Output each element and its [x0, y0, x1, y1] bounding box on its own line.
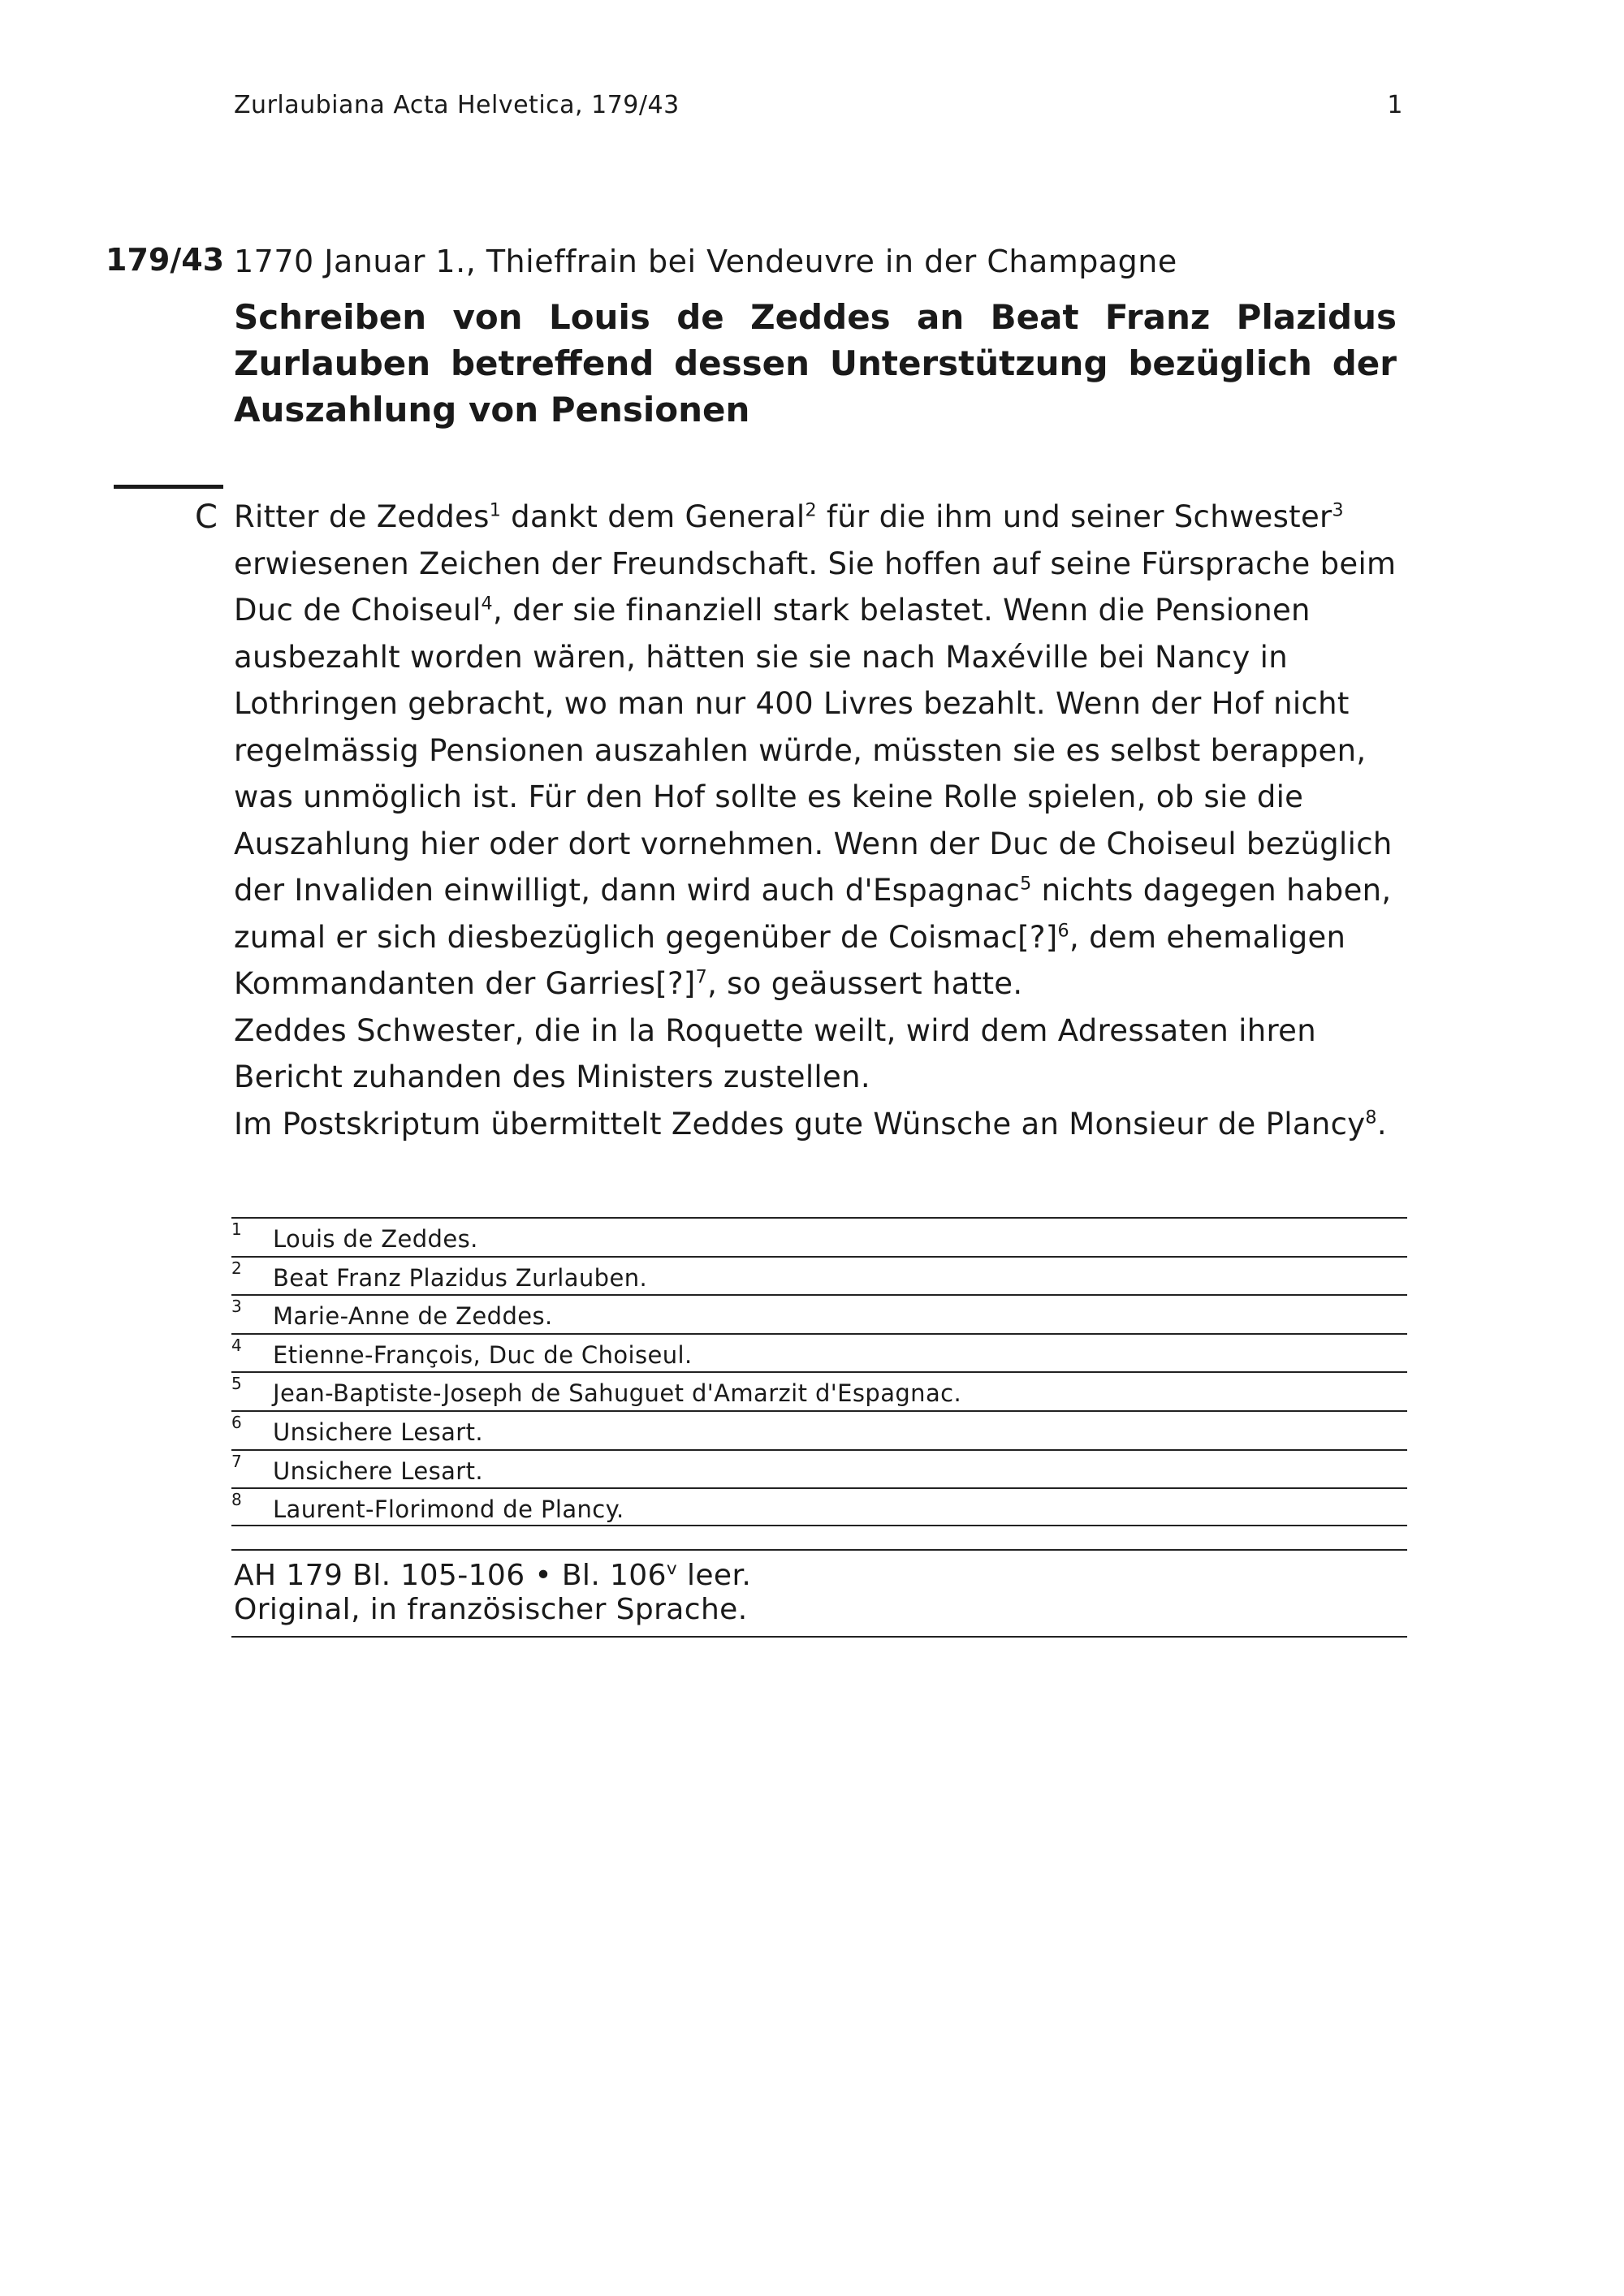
- footnote-number: 3: [231, 1297, 242, 1317]
- footnote-text: Marie-Anne de Zeddes.: [273, 1302, 553, 1331]
- footnote-number: 8: [231, 1490, 242, 1510]
- footnotes-list: [231, 1217, 1407, 1526]
- margin-rule: [114, 485, 223, 489]
- footnote: [231, 1333, 1407, 1372]
- footnote-ref-6[interactable]: 6: [1057, 920, 1069, 942]
- source-note: [231, 1549, 1407, 1638]
- entry-number: 179/43: [106, 242, 225, 278]
- footnote-number: 1: [231, 1219, 242, 1239]
- footnote-ref-5[interactable]: 5: [1020, 873, 1032, 895]
- source-language: Original, in französischer Sprache.: [234, 1593, 748, 1626]
- footnote-text: Beat Franz Plazidus Zurlauben.: [273, 1263, 648, 1292]
- summary-text: [234, 494, 1419, 1147]
- summary-paragraph-1: Ritter de Zeddes$^1$ dankt dem General$^2$ für die ihm und seiner Schwester$^3$ erwiesenen Zeichen der Freundschaft. Sie hoffen auf seine Fürsprache beim Duc de Choiseul$^4$, der sie finanziell stark belastet. Wenn die Pensionen ausbezahlt worden wären, hätten sie sie nach Maxéville bei Nancy in Lothringen gebracht, wo man nur 400 Livres bezahlt. Wenn der Hof nicht regelmässig Pensionen auszahlen würde, müssten sie es selbst berappen, was unmöglich ist. Für den Hof sollte es keine Rolle spielen, ob sie die Auszahlung hier oder dort vornehmen. Wenn der Duc de Choiseul bezüglich der Invaliden einwilligt, dann wird auch d'Espagnac$^5$ nichts dagegen haben, zumal er sich diesbezüglich gegenüber de Coismac[?]$^6$, dem ehemaligen Kommandanten der Garries[?]$^7$, so geäussert hatte.: [234, 499, 1397, 1001]
- footnote-number: 4: [231, 1335, 242, 1355]
- source-location: AH 179 Bl. 105-106 • Bl. 106$^v$ leer.: [234, 1559, 752, 1592]
- footnote: [231, 1256, 1407, 1295]
- footnote-ref-2[interactable]: 2: [805, 499, 817, 521]
- footnote: [231, 1410, 1407, 1449]
- summary-paragraph-2: Zeddes Schwester, die in la Roquette weilt, wird dem Adressaten ihren Bericht zuhanden des Ministers zustellen.: [234, 1012, 1316, 1094]
- footnote-text: Louis de Zeddes.: [273, 1225, 478, 1253]
- footnote: [231, 1487, 1407, 1526]
- footnote-number: 7: [231, 1451, 242, 1471]
- footnote-number: 2: [231, 1258, 242, 1278]
- document-type-marker: C: [195, 498, 218, 536]
- footnote-text: Jean-Baptiste-Joseph de Sahuguet d'Amarzit d'Espagnac.: [273, 1379, 962, 1408]
- footnote-text: Etienne-François, Duc de Choiseul.: [273, 1340, 693, 1369]
- verso-mark: v: [666, 1559, 678, 1579]
- page-number: 1: [1387, 91, 1403, 119]
- page-header: [234, 91, 1403, 119]
- footnote-ref-7[interactable]: 7: [695, 966, 708, 988]
- footnote: [231, 1371, 1407, 1410]
- footnote-ref-1[interactable]: 1: [489, 499, 502, 521]
- footnote: [231, 1294, 1407, 1333]
- footnote-text: Unsichere Lesart.: [273, 1457, 483, 1485]
- footnote-number: 5: [231, 1374, 242, 1394]
- header-title: Zurlaubiana Acta Helvetica, 179/43: [234, 91, 680, 119]
- entry-title: Schreiben von Louis de Zeddes an Beat Franz Plazidus Zurlauben betreffend dessen Unterstützung bezüglich der Auszahlung von Pensionen: [234, 297, 1397, 429]
- entry-date-place: 1770 Januar 1., Thieffrain bei Vendeuvre in der Champagne: [234, 244, 1177, 279]
- footnote-text: Unsichere Lesart.: [273, 1418, 483, 1446]
- footnote-number: 6: [231, 1412, 242, 1432]
- footnote: [231, 1217, 1407, 1256]
- footnote: [231, 1449, 1407, 1488]
- footnote-ref-3[interactable]: 3: [1332, 499, 1344, 521]
- footnote-ref-4[interactable]: 4: [481, 593, 493, 615]
- footnote-ref-8[interactable]: 8: [1365, 1107, 1377, 1129]
- summary-paragraph-3: Im Postskriptum übermittelt Zeddes gute Wünsche an Monsieur de Plancy$^8$.: [234, 1106, 1387, 1142]
- footnote-text: Laurent-Florimond de Plancy.: [273, 1495, 624, 1524]
